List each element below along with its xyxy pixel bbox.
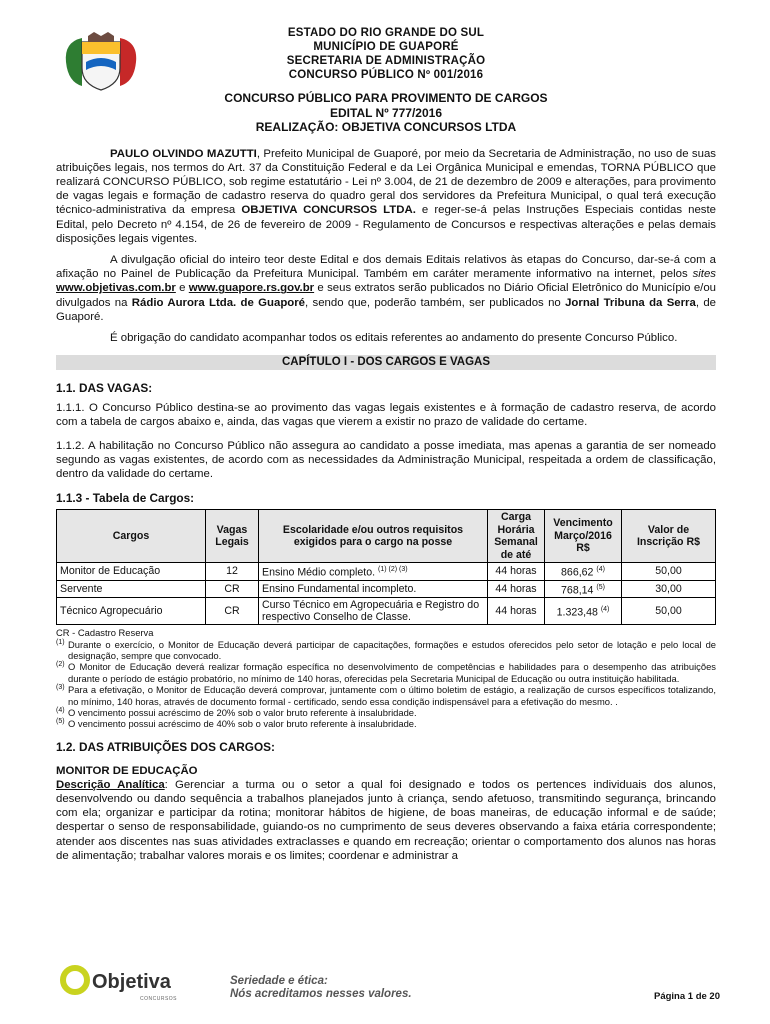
- page-footer: [60, 963, 720, 1013]
- position-description: Descrição Analítica: Gerenciar a turma ou o setor a qual foi designado e todos os pertences individuais dos alunos, desenvolvendo ou dando sequência a trabalhos planejados junto à criança, sendo afetuoso, transmitindo segurança, brincando com ela; organizar e participar da rotina; monitorar hábitos de higiene, de boas maneiras, de educação informal e de saúde; despertar o senso de responsabilidade, guiando-os no cumprimento de seus deveres observando a faixa etária correspondente; atender aos discentes nas suas atividades extraclasses e quando em recreação; orientar o comportamento dos alunos nas horas de alimentação; trabalhar valores morais e os limites; coordenar e administrar a: [56, 778, 716, 862]
- objetiva-logo-text: Objetiva: [92, 971, 171, 993]
- company-name: OBJETIVA CONCURSOS LTDA.: [241, 204, 416, 217]
- table-row: Servente CR Ensino Fundamental incompleto. 44 horas 768,14 $^{(5)}$ 30,00: [57, 580, 716, 598]
- footnote-3: (3) Para a efetivação, o Monitor de Educação deverá comprovar, juntamente com o último boletim de estágio, a realização de cursos específicos totalizando, no mínimo, 140 horas, através de documento formal - certificado, sendo essa condição indispensável para a efetivação do mesmo. .: [56, 684, 716, 707]
- newspaper-name: Jornal Tribuna da Serra: [565, 296, 696, 309]
- page-number: Página 1 de 20: [653, 991, 720, 1002]
- footnote-1: (1) Durante o exercício, o Monitor de Educação deverá participar de capacitações, formações e estudos oferecidos pelo setor de lotação e pelo local de designação, sempre que convocado.: [56, 638, 716, 662]
- section-atribuicoes-heading: 1.2. DAS ATRIBUIÇÕES DOS CARGOS:: [56, 739, 275, 754]
- title-edital: EDITAL Nº 777/2016: [330, 105, 442, 120]
- footer-slogan: Seriedade e ética: Nós acreditamos nesses valores.: [230, 975, 412, 1000]
- footnote-5: (5) O vencimento possui acréscimo de 40% sob o valor bruto referente à insalubridade.: [56, 718, 417, 730]
- col-header-carga: Carga Horária Semanal de até: [488, 510, 545, 563]
- col-header-cargos: Cargos: [57, 510, 206, 563]
- header-state: ESTADO DO RIO GRANDE DO SUL: [287, 27, 485, 39]
- document-title: [56, 91, 716, 135]
- mayor-name: PAULO OLVINDO MAZUTTI: [110, 147, 257, 160]
- objetiva-logo-sub: CONCURSOS: [140, 996, 178, 1002]
- paragraph-1-1-1: 1.1.1. O Concurso Público destina-se ao provimento das vagas legais existentes e à formação de cadastro reserva, de acordo com a tabela de cargos abaixo e, ainda, das vagas que vierem a existir no prazo de validade do certame.: [56, 402, 716, 429]
- col-header-vagas: Vagas Legais: [206, 510, 259, 563]
- chapter-heading: CAPÍTULO I - DOS CARGOS E VAGAS: [56, 355, 716, 370]
- site-link-objetiva[interactable]: www.objetivas.com.br: [56, 282, 176, 295]
- table-header-row: [57, 510, 716, 563]
- intro-paragraph-2: A divulgação oficial do inteiro teor deste Edital e dos demais Editais relativos às etapas do Concurso, dar-se-á com a afixação no Painel de Publicação da Prefeitura Municipal. Também em caráter meramente informativo na internet, pelos sites www.objetivas.com.br e www.guapore.rs.gov.br e seus extratos serão publicados no Diário Oficial Eletrônico do Município e/ou divulgados na Rádio Aurora Ltda. de Guaporé, sendo que, poderão também, ser publicados no Jornal Tribuna da Serra, de Guaporé.: [56, 253, 716, 323]
- col-header-inscricao: Valor de Inscrição R$: [622, 510, 716, 563]
- header-secretariat: SECRETARIA DE ADMINISTRAÇÃO: [286, 55, 486, 67]
- footnote-2: (2) O Monitor de Educação deverá realizar formação específica no desenvolvimento de competências e habilidades para o desempenho das atribuições durante o período de estágio probatório, no mínimo de 140 horas, oferecidas pela Secretaria Municipal de Educação ou outra instituição habilitada.: [56, 661, 716, 684]
- header-municipality: MUNICÍPIO DE GUAPORÉ: [313, 41, 459, 53]
- header-contest-number: CONCURSO PÚBLICO Nº 001/2016: [288, 69, 484, 81]
- footnote-4: (4) O vencimento possui acréscimo de 20% sob o valor bruto referente à insalubridade.: [56, 707, 417, 719]
- title-line-1: CONCURSO PÚBLICO PARA PROVIMENTO DE CARGOS: [224, 91, 548, 105]
- site-link-guapore[interactable]: www.guapore.rs.gov.br: [188, 282, 315, 295]
- paragraph-1-1-2: 1.1.2. A habilitação no Concurso Público não assegura ao candidato a posse imediata, mas apenas a garantia de ser nomeado segundo as vagas existentes, de acordo com as necessidades da Administração Municipal, respeitada a ordem de classificação, dentro da validade do certame.: [56, 439, 716, 480]
- col-header-escolaridade: Escolaridade e/ou outros requisitos exigidos para o cargo na posse: [259, 510, 488, 563]
- table-notes: [56, 627, 716, 730]
- table-row: Técnico Agropecuário CR Curso Técnico em Agropecuária e Registro do respectivo Conselho de Classe. 44 horas 1.323,48 $^{(4)}$ 50,00: [57, 598, 716, 625]
- col-header-vencimento: Vencimento Março/2016 R$: [545, 510, 622, 563]
- note-cadastro-reserva: CR - Cadastro Reserva: [56, 627, 154, 639]
- title-realizacao: REALIZAÇÃO: OBJETIVA CONCURSOS LTDA: [255, 120, 517, 134]
- intro-paragraph-1: PAULO OLVINDO MAZUTTI, Prefeito Municipal de Guaporé, por meio da Secretaria de Administração, no uso de suas atribuições legais, nos termos do Art. 37 da Constituição Federal e da Lei Orgânica Municipal e emendas, TORNA PÚBLICO que realizará CONCURSO PÚBLICO, sob regime estatutário - Lei nº 3.004, de 21 de dezembro de 2009 e alterações, para provimento de vagas legais e formação de cadastro reserva do quadro geral dos servidores da Prefeitura Municipal, o qual terá execução técnico-administrativa da empresa OBJETIVA CONCURSOS LTDA. e reger-se-á pelas Instruções Especiais contidas neste Edital, pelo Decreto nº 4.154, de 26 de fevereiro de 2009 - Regulamento de Concursos e respectivas alterações e pelas demais disposições legais vigentes.: [56, 147, 716, 245]
- position-title: MONITOR DE EDUCAÇÃO: [56, 764, 198, 777]
- objetiva-logo-icon: [60, 965, 90, 995]
- document-header: [56, 26, 716, 82]
- table-row: Monitor de Educação 12 Ensino Médio completo. $^{(1) (2) (3)}$ 44 horas 866,62 $^{(4)}$ 50,00: [57, 563, 716, 581]
- positions-table: [56, 509, 716, 625]
- section-vagas-heading: 1.1. DAS VAGAS:: [56, 381, 153, 396]
- radio-name: Rádio Aurora Ltda. de Guaporé: [131, 296, 306, 309]
- intro-paragraph-3: É obrigação do candidato acompanhar todos os editais referentes ao andamento do presente Concurso Público.: [110, 331, 678, 344]
- table-heading: 1.1.3 - Tabela de Cargos:: [56, 491, 195, 506]
